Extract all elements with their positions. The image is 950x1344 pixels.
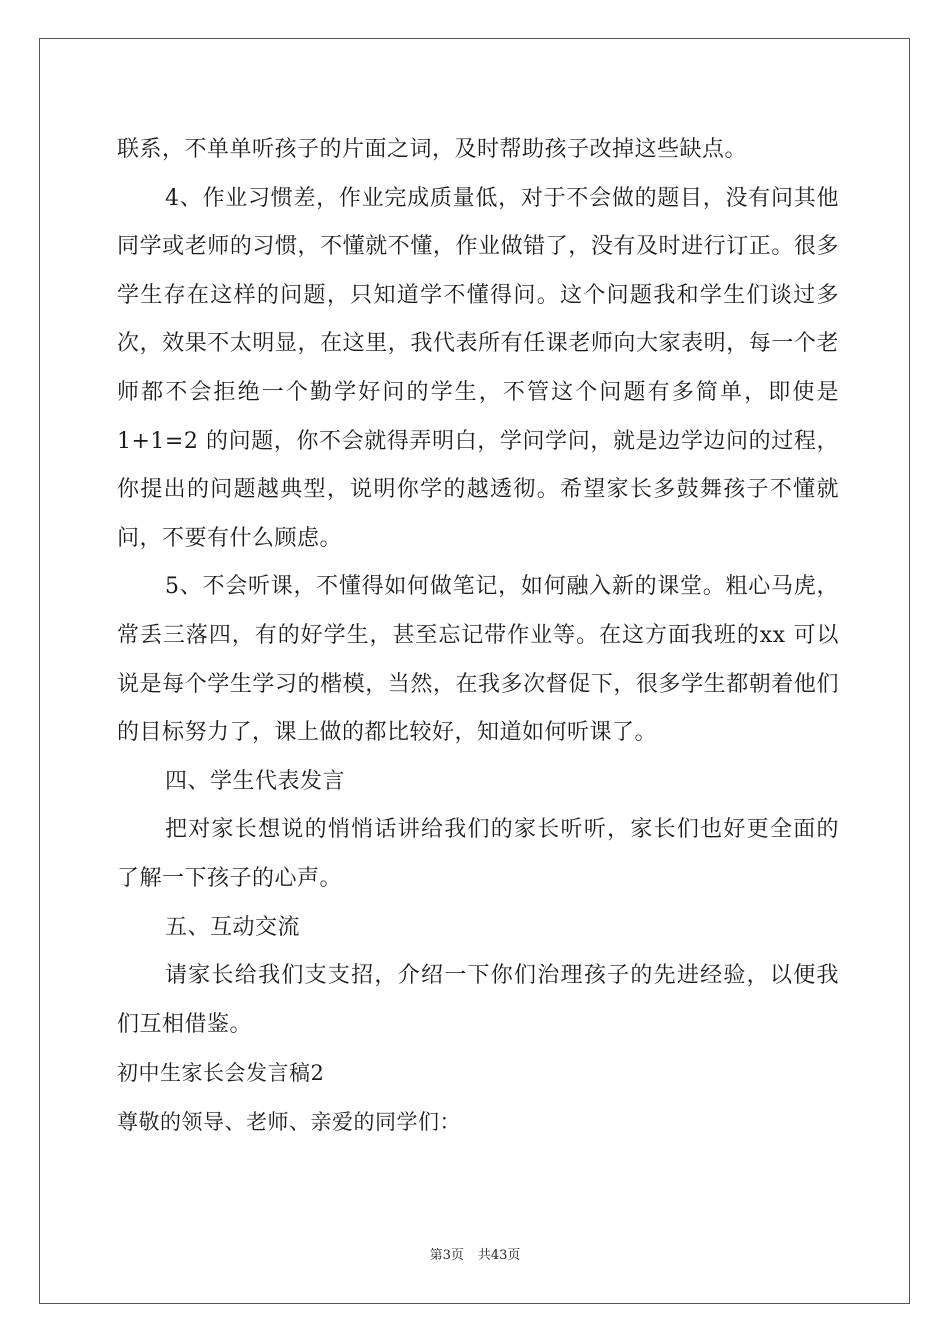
salutation: 尊敬的领导、老师、亲爱的同学们：: [117, 1109, 461, 1134]
paragraph-interaction: 请家长给我们支支招，介绍一下你们治理孩子的先进经验，以便我们互相借鉴。: [117, 963, 839, 1037]
page-footer: [0, 1244, 950, 1263]
document-title-2: 初中生家长会发言稿2: [117, 1061, 325, 1086]
section-heading-interaction: 五、互动交流: [165, 914, 301, 940]
section-heading-student-speech: 四、学生代表发言: [165, 768, 346, 794]
paragraph-item-5: 5、不会听课，不懂得如何做笔记，如何融入新的课堂。粗心马虎，常丢三落四，有的好学生，甚至忘记带作业等。在这方面我班的xx 可以说是每个学生学习的楷模，当然，在我多次督促下，很多学生都朝着他们的目标努力了，课上做的都比较好，知道如何听课了。: [117, 574, 839, 746]
page-number-current: 第3页: [429, 1248, 464, 1263]
page-number-total: 共43页: [477, 1248, 521, 1263]
paragraph-item-4: 4、作业习惯差，作业完成质量低，对于不会做的题目，没有问其他同学或老师的习惯，不懂就不懂，作业做错了，没有及时进行订正。很多学生存在这样的问题，只知道学不懂得问。这个问题我和学生们谈过多次，效果不太明显，在这里，我代表所有任课老师向大家表明，每一个老师都不会拒绝一个勤学好问的学生，不管这个问题有多简单，即使是 1+1=2 的问题，你不会就得弄明白，学问学问，就是边学边问的过程，你提出的问题越典型，说明你学的越透彻。希望家长多鼓舞孩子不懂就问，不要有什么顾虑。: [117, 185, 839, 551]
document-body: [117, 126, 839, 1146]
paragraph-student-speech: 把对家长想说的悄悄话讲给我们的家长听听，家长们也好更全面的了解一下孩子的心声。: [117, 817, 839, 891]
paragraph-continuation: 联系，不单单听孩子的片面之词，及时帮助孩子改掉这些缺点。: [117, 137, 748, 162]
